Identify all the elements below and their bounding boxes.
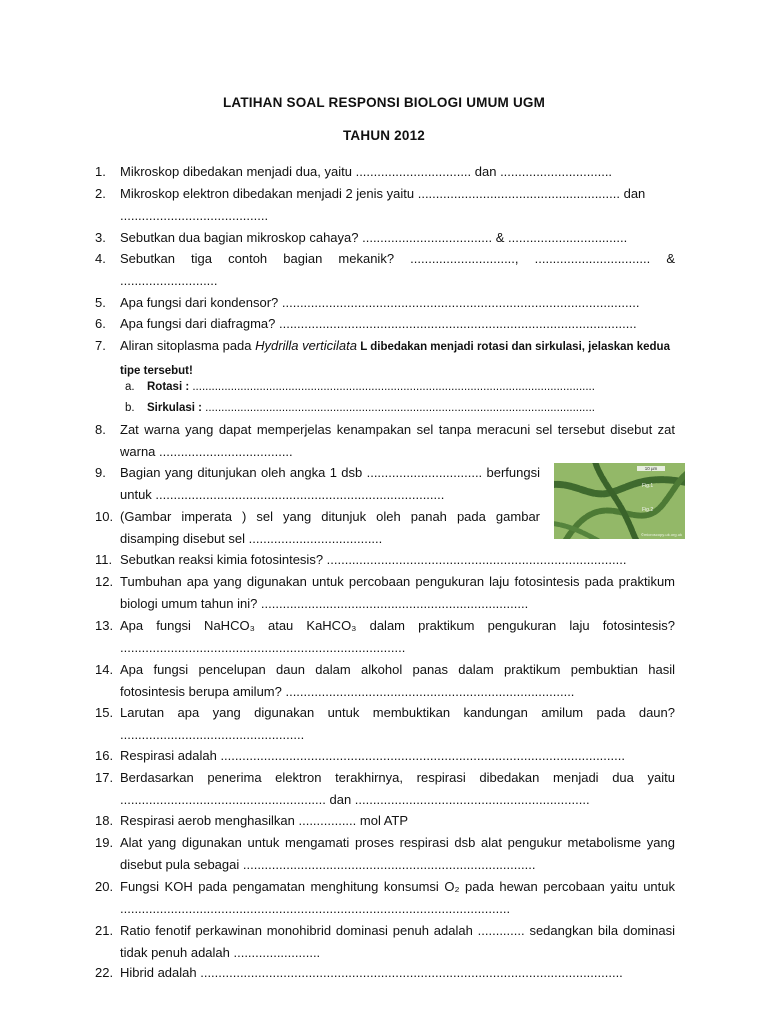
question-number: 16. — [95, 748, 114, 763]
question-10 — [95, 506, 540, 549]
micrograph-image — [554, 463, 685, 539]
question-22 — [95, 962, 675, 984]
question-number: 1. — [95, 164, 106, 179]
question-text: Apa fungsi NaHCO₃ atau KaHCO₃ dalam praktikum pengukuran laju fotosintesis? ............................................................................... — [120, 618, 675, 655]
question-number: 15. — [95, 705, 114, 720]
sub-label: Rotasi : — [147, 381, 190, 393]
sub-label: Sirkulasi : — [147, 402, 202, 414]
question-5 — [95, 292, 675, 314]
question-9 — [95, 462, 540, 505]
figure-label-1: Fig.1 — [642, 483, 654, 489]
question-number: 11. — [95, 552, 113, 567]
question-text: Ratio fenotif perkawinan monohibrid dominasi penuh adalah ............. sedangkan bila dominasi tidak penuh adalah ........................ — [120, 923, 675, 960]
question-17 — [95, 767, 675, 810]
question-1 — [95, 161, 675, 183]
question-number: 8. — [95, 422, 106, 437]
question-text: Apa fungsi pencelupan daun dalam alkohol panas dalam praktikum pembuktian hasil fotosintesis berupa amilum? ................................................................................ — [120, 662, 675, 699]
sub-letter: a. — [125, 381, 135, 393]
question-19 — [95, 832, 675, 875]
figure-label-2: Fig.2 — [642, 507, 654, 513]
question-text: Tumbuhan apa yang digunakan untuk percobaan pengukuran laju fotosintesis pada praktikum biologi umum tahun ini? .......................................................................... — [120, 574, 675, 611]
question-text: Mikroskop dibedakan menjadi dua, yaitu ................................ dan ............................... — [120, 164, 613, 179]
question-text: Sebutkan tiga contoh bagian mekanik? ............................., ................................ & ........................... — [120, 251, 675, 288]
question-text: Apa fungsi dari kondensor? ................................................................................................... — [120, 295, 640, 310]
question-18 — [95, 810, 675, 832]
question-text: Respirasi adalah ................................................................................................................ — [120, 748, 625, 763]
question-3 — [95, 227, 675, 249]
question-7 — [95, 335, 675, 382]
sub-letter: b. — [125, 402, 135, 414]
question-text: Alat yang digunakan untuk mengamati proses respirasi dsb alat pengukur metabolisme yang disebut pula sebagai ................................................................................. — [120, 835, 675, 872]
question-13 — [95, 615, 675, 658]
question-15 — [95, 702, 675, 745]
question-number: 7. — [95, 338, 106, 353]
question-text: Hibrid adalah ..................................................................................................................... — [120, 965, 623, 980]
question-4 — [95, 248, 675, 291]
question-number: 19. — [95, 835, 114, 850]
question-number: 18. — [95, 813, 114, 828]
question-text: Zat warna yang dapat memperjelas kenampakan sel tanpa meracuni sel tersebut disebut zat warna ..................................... — [120, 422, 675, 459]
question-number: 12. — [95, 574, 114, 589]
question-7b — [125, 399, 645, 418]
question-number: 20. — [95, 879, 114, 894]
question-21 — [95, 920, 675, 963]
question-number: 4. — [95, 251, 106, 266]
question-text: (Gambar imperata ) sel yang ditunjuk oleh panah pada gambar disamping disebut sel ..................................... — [120, 509, 540, 546]
question-text: Sebutkan dua bagian mikroskop cahaya? .................................... & ................................. — [120, 230, 628, 245]
question-12 — [95, 571, 675, 614]
question-number: 9. — [95, 465, 106, 480]
question-text — [120, 335, 675, 382]
figure-credit: ©microscopy-uk.org.uk — [641, 532, 682, 537]
question-16 — [95, 745, 675, 767]
answer-dots: .............................................................................................................................. — [189, 381, 595, 393]
question-6 — [95, 313, 675, 335]
question-text: Apa fungsi dari diafragma? ................................................................................................... — [120, 316, 637, 331]
question-11 — [95, 549, 675, 571]
question-number: 2. — [95, 186, 106, 201]
answer-dots: .......................................................................................................................... — [201, 402, 595, 414]
question-number: 17. — [95, 770, 114, 785]
question-text: Respirasi aerob menghasilkan ................ mol ATP — [120, 813, 409, 828]
question-text-post: L dibedakan menjadi rotasi dan sirkulasi, jelaskan kedua tipe tersebut! — [120, 341, 670, 377]
question-number: 21. — [95, 923, 114, 938]
algae-filament-illustration — [554, 463, 685, 539]
question-2 — [95, 183, 675, 226]
question-text-pre: Aliran sitoplasma pada — [120, 338, 256, 353]
question-number: 5. — [95, 295, 106, 310]
species-name: Hydrilla verticilata — [255, 338, 358, 353]
question-20 — [95, 876, 675, 919]
question-text: Sebutkan reaksi kimia fotosintesis? ................................................................................... — [120, 552, 627, 567]
question-7a — [125, 378, 645, 397]
page-title: LATIHAN SOAL RESPONSI BIOLOGI UMUM UGM — [222, 95, 546, 110]
question-text: Mikroskop elektron dibedakan menjadi 2 jenis yaitu ........................................................ dan ......................................... — [120, 186, 646, 223]
question-text: Larutan apa yang digunakan untuk membuktikan kandungan amilum pada daun? ................................................... — [120, 705, 675, 742]
question-number: 3. — [95, 230, 106, 245]
question-number: 22. — [95, 965, 114, 980]
question-number: 14. — [95, 662, 114, 677]
question-number: 10. — [95, 509, 114, 524]
question-number: 13. — [95, 618, 114, 633]
page-subtitle-year: TAHUN 2012 — [342, 128, 426, 143]
question-text: Fungsi KOH pada pengamatan menghitung konsumsi O₂ pada hewan percobaan yaitu untuk ............................................................................................................ — [120, 879, 675, 916]
question-14 — [95, 659, 675, 702]
question-text: Berdasarkan penerima elektron terakhirnya, respirasi dibedakan menjadi dua yaitu ......................................................... dan ................................................................. — [120, 770, 675, 807]
question-8 — [95, 419, 675, 462]
question-text: Bagian yang ditunjukan oleh angka 1 dsb ................................ berfungsi untuk ................................................................................ — [120, 465, 540, 502]
scale-bar-label: 10 µm — [644, 466, 658, 472]
question-number: 6. — [95, 316, 106, 331]
